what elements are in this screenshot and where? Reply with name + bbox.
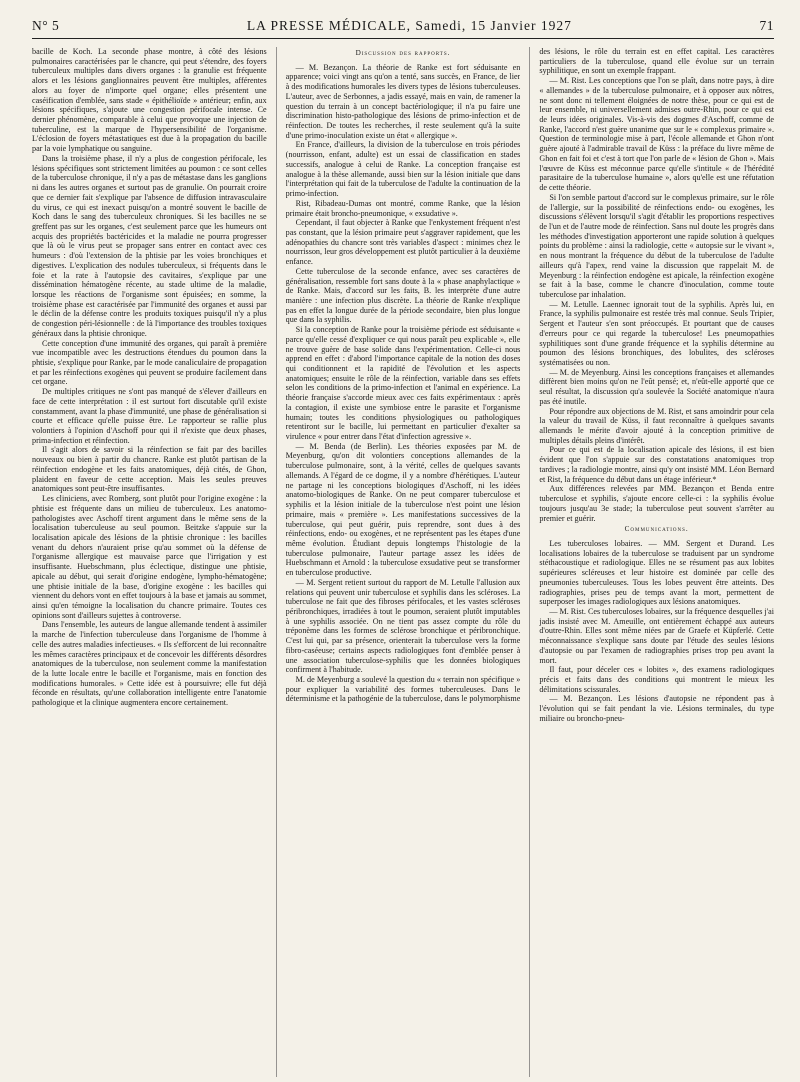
paragraph: Aux différences relevées par MM. Bezançon et Benda entre tuberculose et syphilis, s'ajoute encore celle-ci : la syphilis évolue toujours jusqu'au 3e stade; la tuberculose peut souvent s'arrêter au premier et guérir. (539, 484, 774, 523)
text-columns (32, 47, 774, 1077)
running-head (32, 18, 774, 39)
column-3 (539, 47, 774, 1077)
paragraph: Les tuberculoses lobaires. — MM. Sergent et Durand. Les localisations lobaires de la tuberculose se traduisent par un syndrome stéthacoustique et radiologique. Elles ne se résument pas aux lobites supérieures scléreuses et leur histoire est dominée par celle des pneumonies tuberculeuses. Tous les lobes peuvent être atteints. Des radiographies, prises peu de temps avant la mort, permettent de superposer les images radiologiques aux lésions anatomiques. (539, 538, 774, 607)
column-2 (286, 47, 521, 1077)
paragraph: Si l'on semble partout d'accord sur le complexus primaire, sur le rôle de l'allergie, sur la possibilité de réinfections endo- ou exogènes, les discussions s'élèvent lorsqu'il s'agit d'établir les proportions respectives de l'un et de l'autre mode de réinfection. Sans nul doute les progrès dans les méthodes d'investigation apporteront une rapide solution à quelques points du problème : ainsi la radiologie, cette « autopsie sur le vivant », en nous montrant la fréquence du début de la tuberculose de l'adulte ailleurs qu'à l'apex, rend vaine la discussion que rappelait M. de Meyenburg : la réinfection endogène est apicale, la réinfection exogène se fait à la base, comme le chancre d'inoculation, comme toute tuberculose par inhalation. (539, 192, 774, 299)
paragraph: — M. Benda (de Berlin). Les théories exposées par M. de Meyenburg, qu'on dit volontiers conceptions allemandes de la tuberculose pulmonaire, sont, à la vérité, celles de quelques savants allemands. A l'égard de ce dogme, il y a nombre d'hérétiques. L'auteur ne partage ni les conceptions biologiques d'Aschoff, ni les idées anatomo-biologiques de Ranke. On ne peut comparer tuberculose et syphilis et la lésion initiale de la tuberculose n'est point une lésion primaire, mais « première ». Les manifestations successives de la tuberculose, qui peut guérir, puis reprendre, sont dues à des réinfections, endo- ou exogènes, et ne représentent pas les étapes d'une même évolution. Étudiant depuis longtemps l'histologie de la tuberculose pulmonaire, l'auteur partage assez les idées de Huebschmann et Arnold : la tuberculose exsudative peut se transformer en tuberculose productive. (285, 441, 521, 578)
section-heading: Discussion des rapports. (355, 49, 451, 57)
paragraph: des lésions, le rôle du terrain est en effet capital. Les caractères particuliers de la tuberculose, quand elle évolue sur un terrain syphilitique, en sont un exemple frappant. (539, 47, 774, 76)
paragraph: — M. de Meyenburg. Ainsi les conceptions françaises et allemandes diffèrent bien moins qu'on ne l'eût pensé; et, n'eût-elle apporté que ce seul résultat, la discussion qu'a soulevée la Société anatomique n'aura pas été inutile. (539, 367, 774, 406)
paragraph: En France, d'ailleurs, la division de la tuberculose en trois périodes (nourrisson, enfant, adulte) est un essai de classification en stades successifs, analogue à celui de Ranke. La conception française est analogue à la thèse allemande, aussi bien sur la lésion initiale que dans l'interprétation qui fait de la tuberculose de l'adulte la continuation de la primo-infection. (285, 140, 521, 199)
paragraph: M. de Meyenburg a soulevé la question du « terrain non spécifique » pour expliquer la variabilité des formes tuberculeuses. Dans le déterminisme et la pathogénie de la tuberculose, dans le polymorphisme (285, 675, 521, 704)
paragraph: Dans la troisième phase, il n'y a plus de congestion périfocale, les lésions spécifiques sont strictement limitées au poumon : ce sont celles de la tuberculose chronique, il n'y a pas de métastase dans les ganglions ni dans les autres organes et surtout pas de granulie. On pourrait croire que ce dernier fait s'explique par l'absence de diffusion intravasculaire du virus, ce qui est inexact puisqu'on a montré souvent le bacille de Koch dans le sang des tuberculeux chroniques. Si les bacilles ne se greffent pas sur les organes, c'est seulement parce que les humeurs ont acquis des propriétés bactéricides et la maladie ne pourra progresser que là où le virus peut se propager sans entrer en contact avec ces humeurs : d'où l'extension de la phtisie par les voies bronchiques et digestives. L'explication des nodules tuberculeux, si fréquents dans le foie et la rate à l'autopsie des cavitaires, s'explique par une dissémination hématogène récente, au stade ultime de la maladie, lorsque les réactions de l'organisme sont épuisées; en somme, la troisième phase est caractérisée par l'immunité des organes et aussi par le déclin de la défense contre les produits toxiques puisqu'il n'y a plus de congestion péri-lésionnelle : de là l'importance des troubles toxiques généraux dans la phtisie chronique. (32, 153, 267, 338)
paragraph: Rist, Ribadeau-Dumas ont montré, comme Ranke, que la lésion primaire était broncho-pneumonique, « exsudative ». (285, 198, 521, 218)
issue-number: N° 5 (32, 18, 60, 33)
journal-title: LA PRESSE MÉDICALE, Samedi, 15 Janvier 1927 (246, 18, 572, 33)
paragraph: — M. Bezançon. La théorie de Ranke est fort séduisante en apparence; voici vingt ans qu'on a tenté, sans succès, en France, de lier à des modifications humorales les divers types de lésions tuberculeuses. L'auteur, avec de Serbonnes, a jadis essayé, mais en vain, de ramener la question du terrain à un concept bactériologique; il n'a pu faire une discrimination histo-pathologique des lésions de primo-infection et de réinfection. De toutes les recherches, il reste seulement qu'à la suite d'une primo-inoculation existe un état « allergique ». (285, 62, 521, 140)
paragraph: — M. Sergent retient surtout du rapport de M. Letulle l'allusion aux relations qui peuvent unir tuberculose et syphilis dans les scléroses. La tuberculose ne fait que des fibroses périfocales, et les vastes scléroses péribronchiques, irradiées à tout le poumon, seraient plutôt imputables à une syphilis associée. On ne tient pas assez compte du rôle du tréponème dans les formes de sclérose bronchique et péribronchique. C'est lui qui, par sa présence, orienterait la tuberculose vers la forme fibro-caséeuse; certains aspects radiologiques font d'emblée penser à une association tuberculose-syphilis que les données biologiques confirment à l'habitude. (285, 577, 521, 675)
paragraph: Cependant, il faut objecter à Ranke que l'enkystement fréquent n'est pas constant, que la lésion primaire peut s'aggraver rapidement, que les adénopathies du chancre sont très variables d'aspect : minimes chez le nourrisson, leur gros développement est plutôt particulier à la deuxième enfance. (285, 218, 521, 267)
column-1 (32, 47, 267, 1077)
paragraph: Il s'agit alors de savoir si la réinfection se fait par des bacilles nouveaux ou bien à partir du chancre. Ranke est plutôt partisan de la réinfection endogène et les faits anatomiques, déjà cités, de Ghon, plaident en faveur de cette acception. Mais les seules preuves anatomiques sont peut-être insuffisantes. (32, 445, 267, 494)
paragraph: — M. Rist. Les conceptions que l'on se plaît, dans notre pays, à dire « allemandes » de la tuberculose pulmonaire, et à opposer aux nôtres, ne sont donc ni tellement éloignées de notre thèse, pour ce qui est de leur ensemble, ni universellement admises outre-Rhin, pour ce qui est de leurs idées originales. Vis-à-vis des dogmes d'Aschoff, comme de Ranke, l'accord n'est guère unanime que sur le « complexus primaire ». Question de terminologie mise à part, l'école allemande et Ghon n'ont guère ajouté à l'admirable travail de Küss : la préface du livre même de Ghon en fait foi et c'est à tort que l'on parle de « lésion de Ghon ». Mais l'œuvre de Küss est méconnue parce qu'elle s'intitule « de l'hérédité parasitaire de la tuberculose humaine », alors qu'elle est une réfutation de cette théorie. (539, 76, 774, 193)
paragraph: bacille de Koch. La seconde phase montre, à côté des lésions pulmonaires caractérisées par le chancre, qui peut s'étendre, des foyers tuberculeux multiples dans divers organes : la granulie est fréquente alors et les lésions ganglionnaires peuvent être multiples, afférentes alors au foyer de n'importe quel organe; elles présentent une caséification d'emblée, sans stade « épithélioïde » antérieur; enfin, aux lésions spécifiques, s'ajoute une congestion périfocale intense. Ce dernier phénomène, comparable à celui que provoque une injection de tuberculine, est la marque de l'hypersensibilité de l'organisme. L'éclosion de foyers métastatiques est due à la propagation du bacille par la voie lymphatique ou sanguine. (32, 47, 267, 154)
paragraph: Cette tuberculose de la seconde enfance, avec ses caractères de généralisation, ressemble fort sans doute à la « phase anaphylactique » de Ranke. Mais, d'accord sur les faits, B. les interprète d'une autre manière : une infection plus discrète. La théorie de Ranke n'explique pas en effet la longue durée de la période secondaire, bien plus longue que dans la syphilis. (285, 266, 521, 325)
paragraph: Si la conception de Ranke pour la troisième période est séduisante « parce qu'elle cessé d'expliquer ce qui nous paraît peu explicable », elle ne trouve guère de base solide dans l'expérimentation. Celle-ci nous apprend en effet : d'abord l'importance capitale de la notion des doses qui conditionnent et la rapidité de l'évolution et les aspects anatomiques; ensuite le rôle de la réinfection, variable dans ses effets selon les conditions de la primo-infection et l'animal en expérience. La théorie française s'accorde mieux avec ces faits expérimentaux : après la contagion, il existe une symbiose entre le parasite et l'organisme humain; toutes les conditions physiologiques ou pathologiques retentiront sur le bacille, lui permettant en particulier d'exalter sa virulence « pour entrer dans l'état d'infection agressive ». (285, 325, 521, 442)
column-divider (276, 47, 277, 1077)
paragraph: Pour répondre aux objections de M. Rist, et sans amoindrir pour cela la valeur du travail de Küss, il faut reconnaître à quelques savants allemands le mérite d'avoir ajouté à la conception primitive de multiples détails pleins d'intérêt. (539, 406, 774, 445)
paragraph: — M. Bezançon. Les lésions d'autopsie ne répondent pas à l'évolution qui se fait pendant la vie. Lésions terminales, du type miliaire ou broncho-pneu- (539, 694, 774, 723)
paragraph: — M. Letulle. Laennec ignorait tout de la syphilis. Après lui, en France, la syphilis pulmonaire est restée très mal connue. Seuls Tripier, Sergent et l'auteur s'en sont préoccupés. Et pourtant que de causes d'erreurs pour ce qui regarde la tuberculose! Les pneumopathies syphilitiques sont d'une grande fréquence et la syphilis détermine au poumon des lésions bronchiques, des lobulites, des scléroses systématisées ou non. (539, 299, 774, 367)
paragraph: Cette conception d'une immunité des organes, qui paraît à première vue incompatible avec les destructions étendues du poumon dans la phtisie, s'explique pour Ranke, par le mode canaliculaire de propagation et par les réinfections exogènes qui peuvent se produire facilement dans cet organe. (32, 338, 267, 387)
paragraph: De multiples critiques ne s'ont pas manqué de s'élever d'ailleurs en face de cette interprétation : il est surtout fort discutable qu'il existe constamment, avant la phase d'immunité, une phase de généralisation si courte et efficace qu'elle puisse être. Le rapporteur se rallie plus volontiers à l'opinion d'Aschoff pour qui il n'existe que deux phases, prima-infection et réinfection. (32, 387, 267, 445)
paragraph: Pour ce qui est de la localisation apicale des lésions, il est bien évident que l'on s'appuie sur des constatations anatomiques trop tardives ; la radiologie montre, ainsi qu'y ont insisté MM. Léon Bernard et Rist, la fréquence du début dans un étage inférieur.* (539, 445, 774, 484)
page-number: 71 (759, 18, 774, 33)
section-heading: Communications. (624, 525, 689, 534)
paragraph: Dans l'ensemble, les auteurs de langue allemande tendent à assimiler la marche de l'infection tuberculeuse dans l'organisme de l'homme à celle des autres maladies infectieuses. « Ils s'efforcent de lui reconnaître les mêmes caractères principaux et de concevoir les différents désordres anatomiques de la tuberculose, non seulement comme la manifestation de la lutte locale entre le bacille et l'organisme, mais en fonction des modifications humorales. » Cette idée est à poursuivre; elle fut déjà féconde en résultats, qu'une collaboration intelligente entre l'anatomie pathologique et la clinique augmentera encore certainement. (32, 620, 267, 708)
paragraph: Les cliniciens, avec Romberg, sont plutôt pour l'origine exogène : la phtisie est fréquente dans un milieu de tuberculeux. Les anatomo-pathologistes avec Aschoff tirent argument dans le même sens de la localisation tuberculeuse au seul poumon. Beitzke s'appuie sur la localisation apicale des lésions de la phtisie chronique : les bacilles venant du dehors n'auraient prise qu'au sommet où la défense de l'organisme allergique est mauvaise parce que l'irrigation y est insuffisante. Huebschmann, plus éclectique, distingue une phtisie, apicale au début, qui serait d'origine endogène, lympho-hématogène; une phtisie initiale de la base, d'origine exogène : les bacilles qui viennent du dehors vont en effet toujours à la base et jamais au sommet, ainsi qu'en témoigne la localisation du chancre primaire. Toutes ces opinions sont d'ailleurs sujettes à controverse. (32, 494, 267, 620)
column-divider (529, 47, 530, 1077)
paragraph: Il faut, pour déceler ces « lobites », des examens radiologiques précis et faits dans des conditions qui montrent le mieux les délimitations scissurales. (539, 665, 774, 694)
paragraph: — M. Rist. Ces tuberculoses lobaires, sur la fréquence desquelles j'ai jadis insisté avec M. Ameuille, ont entièrement échappé aux auteurs d'outre-Rhin. Elles sont même niées par de Graefe et Küpferlé. Cette méconnaissance s'explique sans doute par l'étude des seules lésions d'autopsie ou par l'examen de radiographies prises trop peu avant la mort. (539, 606, 774, 665)
